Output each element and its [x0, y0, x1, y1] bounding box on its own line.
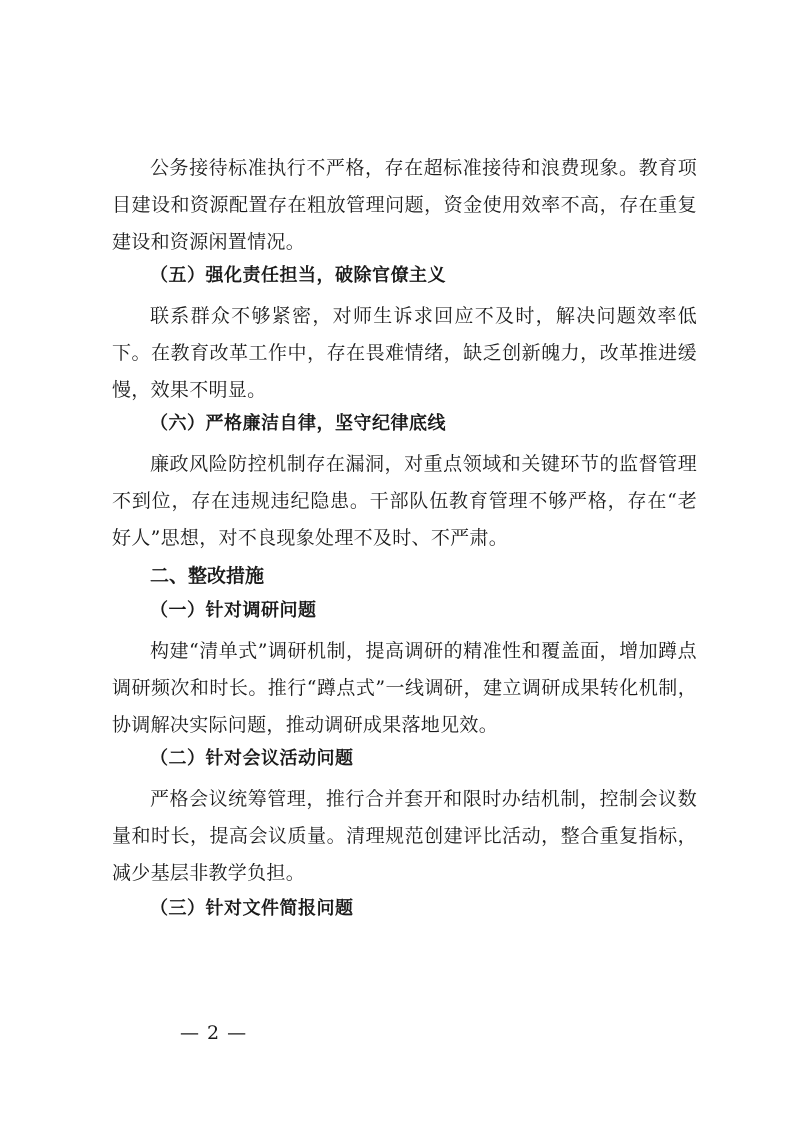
subheading-integrity: （六）严格廉洁自律，坚守纪律底线 — [150, 413, 446, 434]
section-heading-rectification: 二、整改措施 — [150, 565, 265, 587]
paragraph-meeting-measures: 严格会议统筹管理，推行合并套开和限时办结机制，控制会议数量和时长，提高会议质量。清理规范创建评比活动，整合重复指标，减少基层非教学负担。 — [112, 788, 697, 884]
paragraph-reception-standards: 公务接待标准执行不严格，存在超标准接待和浪费现象。教育项目建设和资源配置存在粗放管理问题，资金使用效率不高，存在重复建设和资源闲置情况。 — [112, 157, 697, 253]
subheading-meetings: （二）针对会议活动问题 — [150, 748, 354, 769]
subheading-research: （一）针对调研问题 — [150, 600, 317, 621]
subheading-documents: （三）针对文件简报问题 — [150, 898, 354, 919]
paragraph-risk-control: 廉政风险防控机制存在漏洞，对重点领域和关键环节的监督管理不到位，存在违规违纪隐患。干部队伍教育管理不够严格，存在“老好人”思想，对不良现象处理不及时、不严肃。 — [112, 453, 697, 549]
paragraph-research-measures: 构建“清单式”调研机制，提高调研的精准性和覆盖面，增加蹲点调研频次和时长。推行“蹲点式”一线调研，建立调研成果转化机制，协调解决实际问题，推动调研成果落地见效。 — [112, 640, 697, 736]
subheading-responsibility: （五）强化责任担当，破除官僚主义 — [150, 265, 446, 286]
page-number: — 2 — — [180, 1022, 248, 1044]
paragraph-mass-contact: 联系群众不够紧密，对师生诉求回应不及时，解决问题效率低下。在教育改革工作中，存在畏难情绪，缺乏创新魄力，改革推进缓慢，效果不明显。 — [112, 305, 697, 401]
